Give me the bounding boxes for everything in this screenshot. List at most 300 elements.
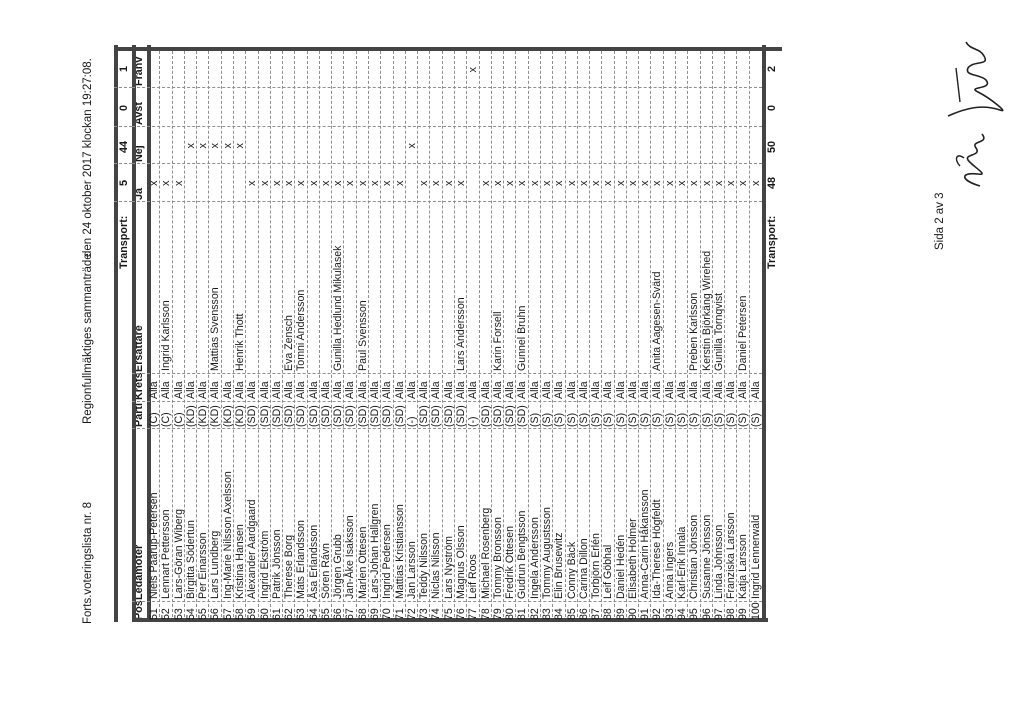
row-member-name: Susanne Jönsson	[700, 514, 713, 599]
row-vote-mark: x	[184, 143, 197, 149]
table-top-rule	[114, 45, 118, 622]
row-position: 99	[737, 608, 750, 620]
row-position: 76	[455, 608, 467, 620]
row-vote-mark: x	[172, 180, 185, 186]
row-vote-mark: x	[712, 180, 725, 186]
row-member-name: Ing-Marie Nilsson Axelsson	[221, 471, 234, 599]
row-position: 90	[626, 608, 639, 620]
row-party: (S)	[676, 412, 689, 427]
row-district: Alla	[639, 381, 652, 399]
column-header-parti: Parti	[133, 402, 145, 427]
row-position: 57	[221, 608, 234, 620]
row-position: 74	[430, 608, 443, 620]
row-district: Alla	[172, 381, 185, 399]
transport-column-divider	[114, 126, 132, 127]
row-district: Alla	[688, 381, 701, 399]
row-position: 89	[614, 608, 627, 620]
row-party: (S)	[528, 412, 541, 427]
row-district: Alla	[725, 381, 738, 399]
row-district: Alla	[749, 381, 762, 399]
row-position: 65	[319, 608, 332, 620]
row-vote-mark: x	[405, 143, 418, 149]
row-party: (SD)	[479, 405, 492, 427]
row-vote-mark: x	[295, 180, 308, 186]
row-position: 82	[528, 608, 541, 620]
row-district: Alla	[504, 381, 517, 399]
row-member-name: Karl-Erik Innala	[676, 526, 689, 599]
row-member-name: Birgitta Södertun	[184, 520, 197, 599]
row-district: Alla	[148, 381, 160, 399]
row-member-name: Michael Rosenberg	[479, 507, 492, 599]
row-vote-mark: x	[614, 180, 627, 186]
row-substitute: Eva Zensch	[283, 315, 296, 371]
row-vote-mark: x	[209, 143, 222, 149]
row-vote-mark: x	[270, 180, 283, 186]
row-member-name: Torbjörn Erlén	[590, 533, 603, 599]
row-district: Alla	[197, 381, 210, 399]
row-party: (S)	[749, 412, 762, 427]
row-district: Alla	[590, 381, 603, 399]
row-vote-mark: x	[602, 180, 615, 186]
row-position: 56	[209, 608, 222, 620]
row-position: 73	[418, 608, 431, 620]
row-member-name: Niclas Nilsson	[430, 532, 443, 599]
row-party: (S)	[700, 412, 713, 427]
row-member-name: Magnus Olsson	[455, 525, 467, 599]
row-party: (SD)	[381, 405, 394, 427]
column-header-krets: Krets	[133, 372, 145, 400]
row-member-name: Fredrik Ottesen	[504, 525, 517, 599]
header-meeting-title: Regionfullmäktiges sammanträde	[82, 253, 94, 424]
column-header-pos: Pos	[133, 600, 145, 620]
row-vote-mark: x	[749, 180, 762, 186]
row-party: (SD)	[258, 405, 271, 427]
row-member-name: Kristina Hansen	[233, 524, 246, 599]
row-vote-mark: x	[319, 180, 332, 186]
row-party: (-)	[405, 416, 418, 427]
row-party: (S)	[737, 412, 750, 427]
row-district: Alla	[442, 381, 455, 399]
row-substitute: Gunnel Bruhn	[516, 305, 529, 371]
row-district: Alla	[246, 381, 259, 399]
row-party: (KD)	[184, 405, 197, 427]
row-substitute: Mattias Svensson	[209, 287, 222, 371]
row-party: (S)	[553, 412, 566, 427]
row-position: 94	[676, 608, 689, 620]
row-district: Alla	[577, 381, 590, 399]
row-vote-mark: x	[356, 180, 369, 186]
row-party: (KD)	[221, 405, 234, 427]
row-member-name: Jan-Åke Isaksson	[344, 515, 357, 599]
column-divider	[132, 163, 762, 164]
row-party: (S)	[602, 412, 615, 427]
row-member-name: Elin Brusewitz	[553, 532, 566, 599]
row-member-name: Katja Larsson	[737, 534, 750, 599]
column-divider	[132, 201, 762, 202]
row-vote-mark: x	[148, 180, 160, 186]
row-member-name: Anna Ingers	[663, 541, 676, 599]
row-district: Alla	[553, 381, 566, 399]
row-member-name: Franziska Larsson	[725, 512, 738, 599]
row-position: 52	[160, 608, 173, 620]
row-party: (SD)	[246, 405, 259, 427]
row-district: Alla	[651, 381, 664, 399]
row-party: (SD)	[295, 405, 308, 427]
row-district: Alla	[528, 381, 541, 399]
row-party: (C)	[172, 412, 185, 427]
row-party: (SD)	[307, 405, 320, 427]
footer-page-number: Sida 2 av 3	[934, 192, 946, 250]
transport-bottom-nej: 50	[766, 140, 778, 153]
row-district: Alla	[209, 381, 222, 399]
column-header-ja: Ja	[133, 187, 145, 200]
row-district: Alla	[221, 381, 234, 399]
row-position: 86	[577, 608, 590, 620]
row-district: Alla	[307, 381, 320, 399]
column-header-nej: Nej	[133, 145, 145, 162]
row-party: (SD)	[319, 405, 332, 427]
row-party: (SD)	[270, 405, 283, 427]
row-member-name: Tommy Bronsson	[491, 517, 504, 599]
row-member-name: Tommy Augustsson	[540, 507, 553, 599]
transport-bottom-label: Transport:	[766, 215, 778, 269]
row-district: Alla	[344, 381, 357, 399]
row-member-name: Therese Borg	[283, 534, 296, 599]
row-party: (SD)	[369, 405, 382, 427]
row-position: 51	[148, 608, 160, 620]
row-district: Alla	[614, 381, 627, 399]
row-district: Alla	[160, 381, 173, 399]
row-party: (S)	[651, 412, 664, 427]
row-member-name: Sören Rávn	[319, 543, 332, 599]
row-vote-mark: x	[393, 180, 406, 186]
transport-bottom-ja: 48	[766, 176, 778, 189]
row-vote-mark: x	[369, 180, 382, 186]
signature-image	[920, 34, 1015, 194]
row-position: 84	[553, 608, 566, 620]
row-position: 83	[540, 608, 553, 620]
row-member-name: Elisabeth Holmer	[626, 518, 639, 599]
row-party: (C)	[160, 412, 173, 427]
row-substitute: Gunilla Hedlund Mikulasek	[332, 245, 345, 371]
row-district: Alla	[455, 381, 467, 399]
row-district: Alla	[258, 381, 271, 399]
row-position: 93	[663, 608, 676, 620]
row-vote-mark: x	[258, 180, 271, 186]
row-member-name: Anna-Carin Håkansson	[639, 489, 652, 599]
row-vote-mark: x	[528, 180, 541, 186]
row-party: (C)	[148, 412, 160, 427]
row-district: Alla	[405, 381, 418, 399]
row-substitute: Kerstin Björkäng Wirehed	[700, 250, 713, 371]
row-vote-mark: x	[676, 180, 689, 186]
row-district: Alla	[233, 381, 246, 399]
row-district: Alla	[479, 381, 492, 399]
row-district: Alla	[430, 381, 443, 399]
row-district: Alla	[467, 381, 480, 399]
transport-bottom-divider	[762, 47, 782, 51]
row-party: (KD)	[197, 405, 210, 427]
row-district: Alla	[540, 381, 553, 399]
header-list-number: Forts.voteringslista nr. 8	[82, 501, 94, 624]
transport-top-label: Transport:	[118, 215, 130, 269]
transport-top-nej: 44	[118, 140, 130, 153]
row-vote-mark: x	[725, 180, 738, 186]
row-district: Alla	[676, 381, 689, 399]
row-member-name: Linda Johnsson	[712, 524, 725, 599]
row-member-name: Ingrid Lennerwald	[749, 514, 762, 599]
row-party: (SD)	[356, 405, 369, 427]
column-divider	[132, 373, 762, 374]
column-divider	[132, 126, 762, 127]
row-vote-mark: x	[700, 180, 713, 186]
row-substitute: Gunilla Tornqvist	[712, 292, 725, 371]
row-member-name: Per Einarsson	[197, 532, 210, 599]
row-position: 100	[749, 602, 762, 620]
row-substitute: Tomni Andersson	[295, 289, 308, 371]
row-position: 91	[639, 608, 652, 620]
row-position: 55	[197, 608, 210, 620]
row-position: 92	[651, 608, 664, 620]
row-member-name: Christian Jönsson	[688, 514, 701, 599]
row-party: (S)	[688, 412, 701, 427]
row-district: Alla	[295, 381, 308, 399]
row-vote-mark: x	[516, 180, 529, 186]
row-vote-mark: x	[651, 180, 664, 186]
column-divider	[132, 401, 762, 402]
transport-top-avst: 0	[118, 104, 130, 111]
row-vote-mark: x	[430, 180, 443, 186]
row-party: (S)	[663, 412, 676, 427]
row-district: Alla	[626, 381, 639, 399]
row-position: 69	[369, 608, 382, 620]
row-member-name: Lars Nyström	[442, 536, 455, 599]
row-substitute: Paul Svensson	[356, 300, 369, 371]
row-vote-mark: x	[332, 180, 345, 186]
row-substitute: Karin Forsell	[491, 311, 504, 371]
row-district: Alla	[516, 381, 529, 399]
row-position: 70	[381, 608, 394, 620]
row-vote-mark: x	[565, 180, 578, 186]
row-position: 62	[283, 608, 296, 620]
row-district: Alla	[369, 381, 382, 399]
row-substitute: Henrik Thott	[233, 313, 246, 371]
row-district: Alla	[663, 381, 676, 399]
row-party: (SD)	[504, 405, 517, 427]
row-party: (S)	[725, 412, 738, 427]
row-position: 81	[516, 608, 529, 620]
column-header-franv: Frånv	[133, 56, 145, 86]
row-vote-mark: x	[663, 180, 676, 186]
row-district: Alla	[602, 381, 615, 399]
row-position: 72	[405, 608, 418, 620]
row-member-name: Niels Paarup-Petersen	[148, 492, 160, 599]
row-party: (S)	[712, 412, 725, 427]
row-vote-mark: x	[160, 180, 173, 186]
column-divider	[132, 87, 762, 88]
column-header-avst: Avst	[133, 101, 145, 125]
row-position: 98	[725, 608, 738, 620]
row-vote-mark: x	[233, 143, 246, 149]
row-vote-mark: x	[197, 143, 210, 149]
row-vote-mark: x	[590, 180, 603, 186]
row-vote-mark: x	[246, 180, 259, 186]
row-district: Alla	[319, 381, 332, 399]
row-party: (SD)	[516, 405, 529, 427]
row-party: (SD)	[332, 405, 345, 427]
row-district: Alla	[381, 381, 394, 399]
row-district: Alla	[356, 381, 369, 399]
row-member-name: Carina Dillon	[577, 538, 590, 599]
row-position: 68	[356, 608, 369, 620]
row-member-name: Ida-Therese Högfeldt	[651, 499, 664, 599]
row-position: 60	[258, 608, 271, 620]
row-member-name: Marlen Ottesen	[356, 526, 369, 599]
row-district: Alla	[491, 381, 504, 399]
row-member-name: Ingela Andersson	[528, 517, 541, 599]
row-district: Alla	[737, 381, 750, 399]
transport-column-divider	[114, 163, 132, 164]
row-district: Alla	[184, 381, 197, 399]
row-district: Alla	[283, 381, 296, 399]
row-party: (SD)	[418, 405, 431, 427]
row-position: 87	[590, 608, 603, 620]
row-divider	[577, 51, 578, 622]
row-district: Alla	[712, 381, 725, 399]
row-member-name: Alexander Aardgaard	[246, 499, 259, 599]
row-party: (S)	[540, 412, 553, 427]
row-vote-mark: x	[467, 67, 480, 73]
row-district: Alla	[393, 381, 406, 399]
row-vote-mark: x	[418, 180, 431, 186]
row-district: Alla	[700, 381, 713, 399]
row-member-name: Åsa Erlandsson	[307, 524, 320, 599]
row-party: (S)	[565, 412, 578, 427]
column-header-ledamot: Ledamöter	[133, 544, 145, 600]
column-header-ersattare: Ersättare	[133, 325, 145, 372]
transport-column-divider	[114, 201, 132, 202]
row-position: 66	[332, 608, 345, 620]
row-party: (SD)	[283, 405, 296, 427]
row-position: 54	[184, 608, 197, 620]
row-vote-mark: x	[626, 180, 639, 186]
transport-bottom-franv: 2	[766, 65, 778, 72]
row-vote-mark: x	[283, 180, 296, 186]
row-position: 96	[700, 608, 713, 620]
table-bottom-rule	[762, 45, 766, 622]
row-vote-mark: x	[442, 180, 455, 186]
row-position: 67	[344, 608, 357, 620]
row-party: (S)	[577, 412, 590, 427]
row-position: 71	[393, 608, 406, 620]
row-vote-mark: x	[455, 180, 467, 186]
row-party: (S)	[590, 412, 603, 427]
row-member-name: Mats Erlandsson	[295, 520, 308, 599]
row-position: 63	[295, 608, 308, 620]
row-member-name: Ingrid Ekström	[258, 530, 271, 599]
row-party: (S)	[639, 412, 652, 427]
row-member-name: Ingrid Pedersen	[381, 524, 394, 599]
row-vote-mark: x	[553, 180, 566, 186]
transport-top-franv: 1	[118, 65, 130, 72]
row-member-name: Leif Roos	[467, 554, 480, 599]
row-member-name: Lars-Göran Wiberg	[172, 508, 185, 599]
row-position: 58	[233, 608, 246, 620]
column-divider	[132, 601, 762, 602]
row-district: Alla	[418, 381, 431, 399]
row-member-name: Patrik Jönsson	[270, 529, 283, 599]
row-member-name: Jörgen Grubb	[332, 534, 345, 599]
row-member-name: Lars Lundberg	[209, 530, 222, 599]
row-vote-mark: x	[688, 180, 701, 186]
transport-top-ja: 5	[118, 179, 130, 186]
row-vote-mark: x	[381, 180, 394, 186]
row-vote-mark: x	[479, 180, 492, 186]
row-member-name: Jan Larsson	[405, 541, 418, 599]
row-member-name: Lars-Johan Hallgren	[369, 503, 382, 599]
row-position: 75	[442, 608, 455, 620]
row-vote-mark: x	[344, 180, 357, 186]
row-position: 80	[504, 608, 517, 620]
row-substitute: Ingrid Karlsson	[160, 300, 173, 371]
row-substitute: Preben Karlsson	[688, 292, 701, 371]
row-party: (SD)	[430, 405, 443, 427]
row-member-name: Mattias Kristiansson	[393, 504, 406, 599]
row-member-name: Teddy Nilsson	[418, 533, 431, 599]
row-position: 88	[602, 608, 615, 620]
row-position: 61	[270, 608, 283, 620]
row-vote-mark: x	[504, 180, 517, 186]
row-party: (SD)	[393, 405, 406, 427]
row-district: Alla	[332, 381, 345, 399]
transport-column-divider	[114, 87, 132, 88]
row-vote-mark: x	[491, 180, 504, 186]
row-position: 95	[688, 608, 701, 620]
row-party: (SD)	[442, 405, 455, 427]
row-party: (-)	[467, 416, 480, 427]
row-position: 78	[479, 608, 492, 620]
column-divider	[132, 428, 762, 429]
table-right-border	[114, 47, 768, 51]
row-vote-mark: x	[737, 180, 750, 186]
row-member-name: Daniel Hedén	[614, 534, 627, 599]
row-substitute: Lars Andersson	[455, 297, 467, 371]
row-party: (KD)	[233, 405, 246, 427]
row-district: Alla	[565, 381, 578, 399]
row-vote-mark: x	[577, 180, 590, 186]
row-substitute: Anita Aagesen-Svärd	[651, 271, 664, 371]
row-position: 53	[172, 608, 185, 620]
row-position: 79	[491, 608, 504, 620]
row-member-name: Gudrun Bengtsson	[516, 510, 529, 599]
row-position: 77	[467, 608, 480, 620]
row-party: (SD)	[491, 405, 504, 427]
row-position: 59	[246, 608, 259, 620]
row-position: 64	[307, 608, 320, 620]
row-vote-mark: x	[540, 180, 553, 186]
row-party: (S)	[626, 412, 639, 427]
transport-bottom-avst: 0	[766, 104, 778, 111]
row-member-name: Conny Bäck	[565, 541, 578, 599]
row-member-name: Lennart Pettersson	[160, 509, 173, 599]
row-vote-mark: x	[639, 180, 652, 186]
row-member-name: Leif Göbhal	[602, 544, 615, 599]
row-position: 97	[712, 608, 725, 620]
row-vote-mark: x	[307, 180, 320, 186]
row-party: (KD)	[209, 405, 222, 427]
row-district: Alla	[270, 381, 283, 399]
row-position: 85	[565, 608, 578, 620]
